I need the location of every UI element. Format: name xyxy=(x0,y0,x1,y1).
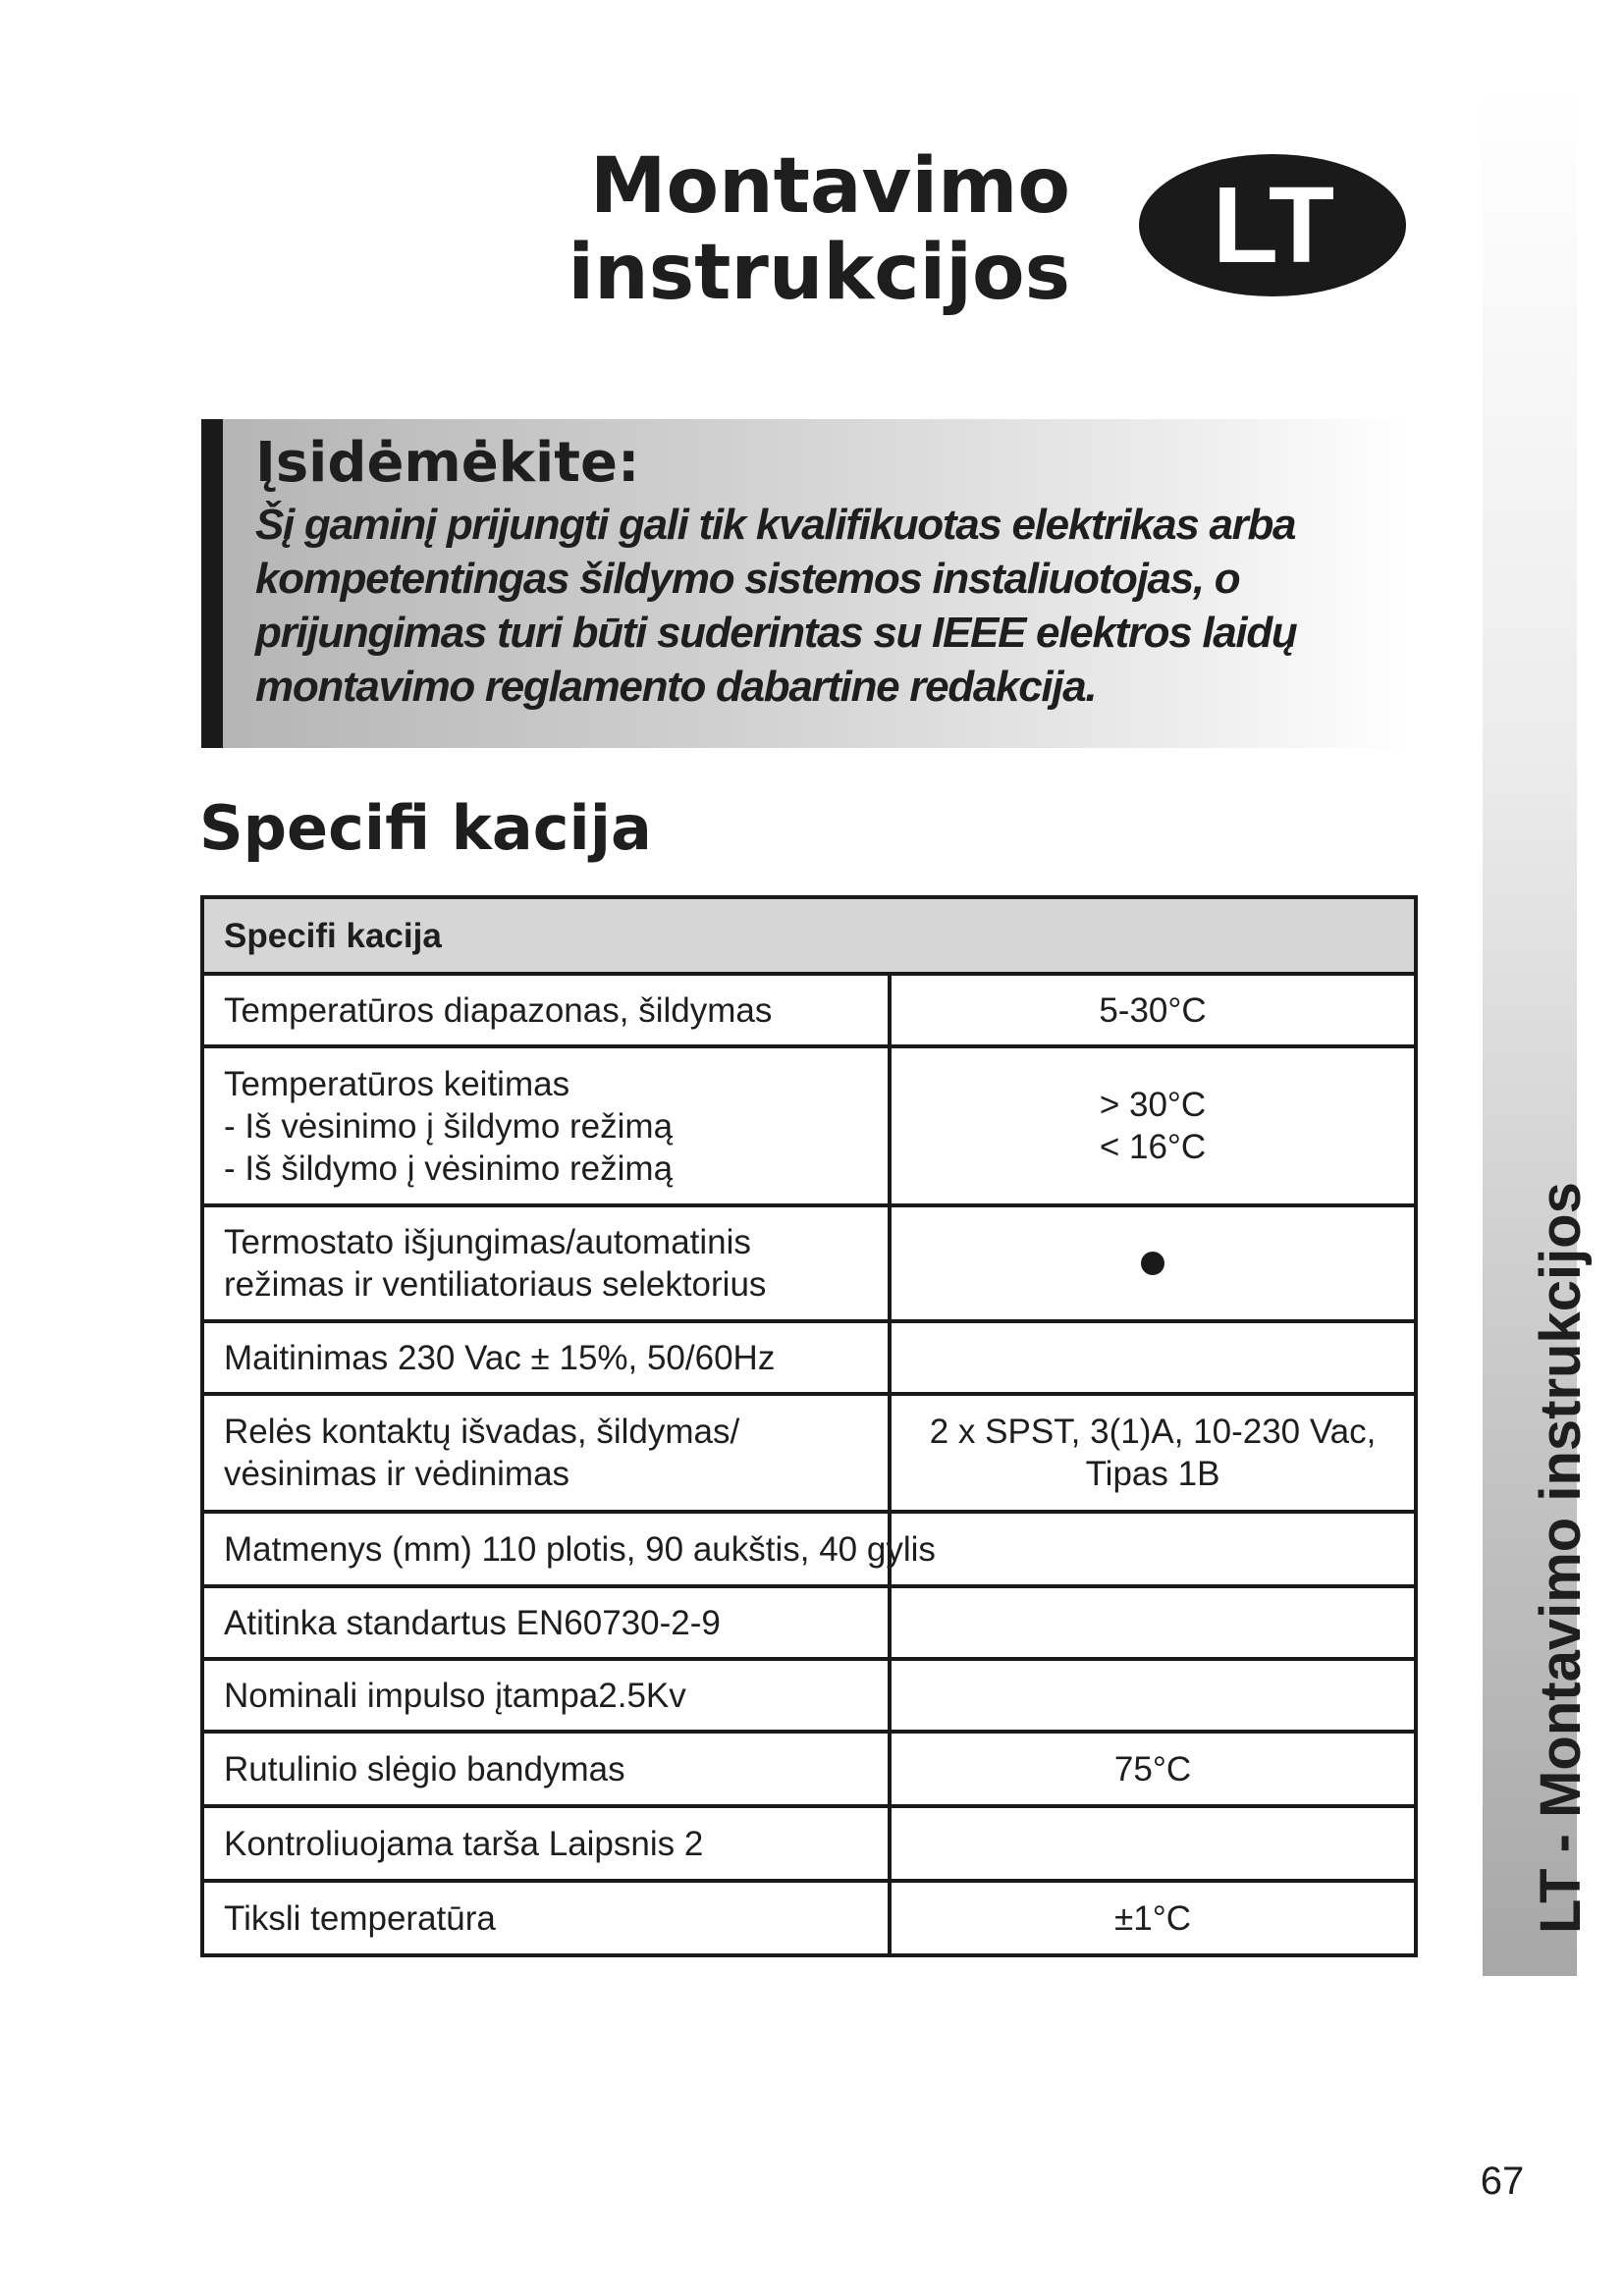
row-label-line: Temperatūros keitimas xyxy=(224,1064,570,1103)
language-badge: LT xyxy=(1139,154,1406,296)
row-value xyxy=(890,1321,1416,1394)
row-value: 5-30°C xyxy=(890,974,1416,1046)
row-value-line: > 30°C xyxy=(1099,1086,1207,1124)
notice-title: Įsidėmėkite: xyxy=(255,431,640,495)
row-value-line: Tipas 1B xyxy=(1085,1455,1220,1493)
table-row xyxy=(202,1732,1416,1806)
row-label: Nominali impulso įtampa2.5Kv xyxy=(202,1659,890,1732)
table-row xyxy=(202,1205,1416,1321)
section-heading: Specifi kacija xyxy=(199,792,652,864)
row-value xyxy=(890,1586,1416,1659)
row-label xyxy=(202,1205,890,1321)
page-number: 67 xyxy=(1480,2160,1525,2203)
table-row xyxy=(202,974,1416,1046)
notice-line: montavimo reglamento dabartine redakcija. xyxy=(255,663,1097,711)
row-value xyxy=(890,1205,1416,1321)
row-value: 75°C xyxy=(890,1732,1416,1806)
row-value: ±1°C xyxy=(890,1881,1416,1955)
row-value-line: < 16°C xyxy=(1099,1128,1207,1166)
table-row xyxy=(202,1659,1416,1732)
row-value xyxy=(890,1659,1416,1732)
table-header: Specifi kacija xyxy=(202,897,1416,974)
row-label: Temperatūros diapazonas, šildymas xyxy=(202,974,890,1046)
table-row xyxy=(202,1046,1416,1205)
row-label-line: - Iš šildymo į vėsinimo režimą xyxy=(224,1148,674,1188)
table-row xyxy=(202,1806,1416,1881)
row-label: Maitinimas 230 Vac ± 15%, 50/60Hz xyxy=(202,1321,890,1394)
notice-body xyxy=(255,498,1384,714)
row-label xyxy=(202,1394,890,1512)
notice-line: prijungimas turi būti suderintas su IEEE elektros laidų xyxy=(255,609,1297,657)
notice-line: Šį gaminį prijungti gali tik kvalifikuotas elektrikas arba xyxy=(255,501,1296,549)
row-label: Tiksli temperatūra xyxy=(202,1881,890,1955)
page-title-line-1: Montavimo xyxy=(589,142,1070,231)
spec-table xyxy=(200,895,1418,1957)
table-row xyxy=(202,1512,1416,1586)
table-row xyxy=(202,1586,1416,1659)
row-label: Matmenys (mm) 110 plotis, 90 aukštis, 40 gylis xyxy=(202,1512,890,1586)
table-row xyxy=(202,1394,1416,1512)
row-value xyxy=(890,1046,1416,1205)
row-label-line: vėsinimas ir vėdinimas xyxy=(224,1455,570,1493)
row-label xyxy=(202,1046,890,1205)
page-title xyxy=(550,143,1070,316)
row-value xyxy=(890,1512,1416,1586)
notice-box xyxy=(201,419,1409,748)
notice-line: kompetentingas šildymo sistemos instaliuotojas, o xyxy=(255,555,1240,603)
row-value-line: 2 x SPST, 3(1)A, 10-230 Vac, xyxy=(929,1413,1377,1451)
row-label-line: - Iš vėsinimo į šildymo režimą xyxy=(224,1106,674,1146)
row-label-line: režimas ir ventiliatoriaus selektorius xyxy=(224,1265,767,1304)
side-tab-label: LT - Montavimo instrukcijos xyxy=(1529,1182,1593,1934)
table-row xyxy=(202,1881,1416,1955)
page-title-line-2: instrukcijos xyxy=(568,229,1070,317)
table-header-row xyxy=(202,897,1416,974)
table-row xyxy=(202,1321,1416,1394)
filled-dot-icon xyxy=(1141,1252,1164,1275)
row-label-line: Relės kontaktų išvadas, šildymas/ xyxy=(224,1413,740,1451)
row-label: Rutulinio slėgio bandymas xyxy=(202,1732,890,1806)
row-value xyxy=(890,1806,1416,1881)
row-label-line: Termostato išjungimas/automatinis xyxy=(224,1223,751,1261)
row-value xyxy=(890,1394,1416,1512)
row-label: Atitinka standartus EN60730-2-9 xyxy=(202,1586,890,1659)
row-label: Kontroliuojama tarša Laipsnis 2 xyxy=(202,1806,890,1881)
